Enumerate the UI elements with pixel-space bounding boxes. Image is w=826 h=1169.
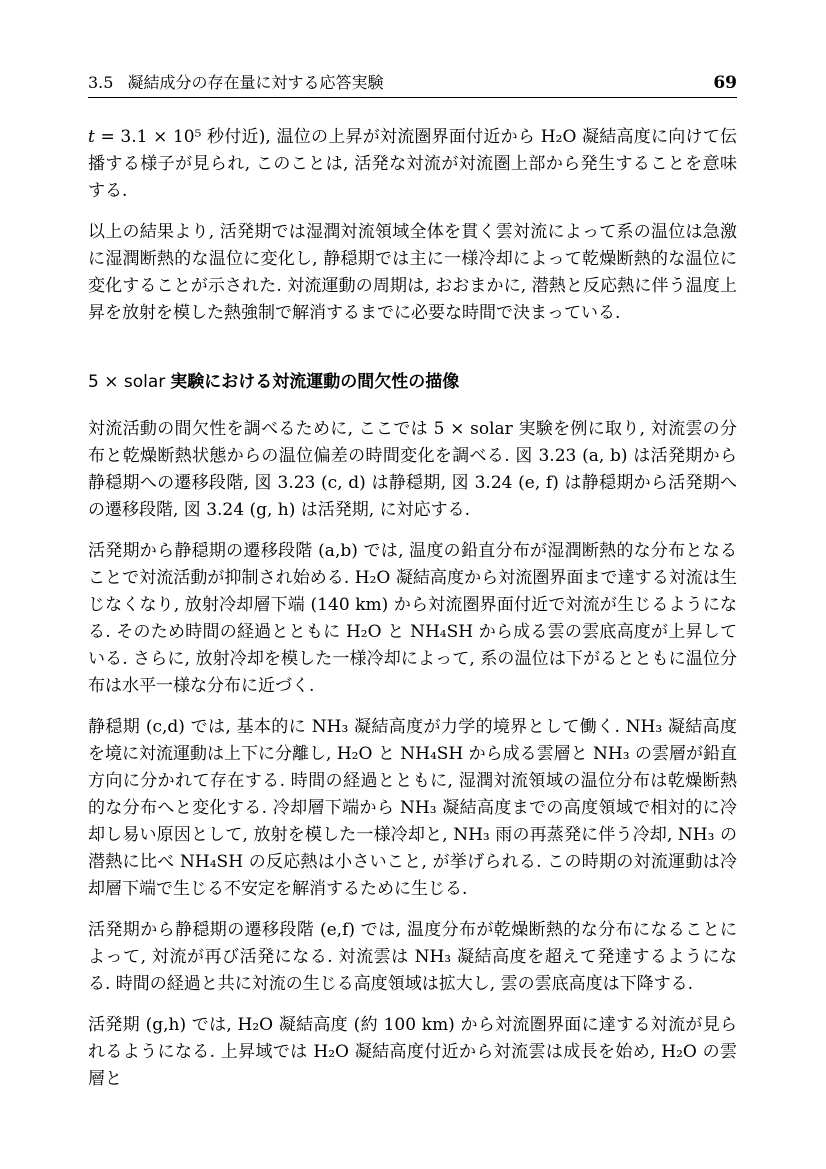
subsection-heading-text: 実験における対流運動の間欠性の描像	[170, 372, 460, 392]
paragraph-transition-ab: 活発期から静穏期の遷移段階 (a,b) では, 温度の鉛直分布が湿潤断熱的な分布となることで対流活動が抑制され始める. H₂O 凝結高度から対流圏界面まで達する対流は生じなくなり, 放射冷却層下端 (140 km) から対流圏界面付近で対流が生じるようになる. そのため時間の経過とともに H₂O と NH₄SH から成る雲の雲底高度が上昇している. さらに, 放射冷却を模した一様冷却によって, 系の温位は下がるとともに温位分布は水平一様な分布に近づく.	[88, 541, 737, 696]
paragraph-transition-ef: 活発期から静穏期の遷移段階 (e,f) では, 温度分布が乾燥断熱的な分布になることによって, 対流が再び活発になる. 対流雲は NH₃ 凝結高度を超えて発達するようになる. 時間の経過と共に対流の生じる高度領域は拡大し, 雲の雲底高度は下降する.	[88, 920, 737, 994]
subsection-heading	[88, 369, 737, 396]
subsection-heading-prefix: 5 × solar	[88, 372, 166, 392]
running-header-left	[88, 74, 383, 92]
section-number: 3.5	[88, 73, 114, 92]
running-header	[88, 74, 737, 98]
paragraph-continuation	[88, 124, 737, 205]
math-variable-t: t	[88, 127, 95, 147]
section-title: 凝結成分の存在量に対する応答実験	[127, 73, 384, 92]
paragraph-text: = 3.1 × 10⁵ 秒付近), 温位の上昇が対流圏界面付近から H₂O 凝結高度に向けて伝播する様子が見られ, このことは, 活発な対流が対流圏上部から発生することを意味する.	[88, 127, 737, 201]
paragraph-intermittency-intro: 対流活動の間欠性を調べるために, ここでは 5 × solar 実験を例に取り, 対流雲の分布と乾燥断熱状態からの温位偏差の時間変化を調べる. 図 3.23 (a, b) は活発期から静穏期への遷移段階, 図 3.23 (c, d) は静穏期, 図 3.24 (e, f) は静穏期から活発期への遷移段階, 図 3.24 (g, h) は活発期, に対応する.	[88, 419, 737, 520]
paragraph-active-gh: 活発期 (g,h) では, H₂O 凝結高度 (約 100 km) から対流圏界面に達する対流が見られるようになる. 上昇域では H₂O 凝結高度付近から対流雲は成長を始め, H₂O の雲層と	[88, 1015, 737, 1089]
body-text	[88, 124, 737, 1093]
paragraph-summary: 以上の結果より, 活発期では湿潤対流領域全体を貫く雲対流によって系の温位は急激に湿潤断熱的な温位に変化し, 静穏期では主に一様冷却によって乾燥断熱的な温位に変化することが示された. 対流運動の周期は, おおまかに, 潜熱と反応熱に伴う温度上昇を放射を模した熱強制で解消するまでに必要な時間で決まっている.	[88, 222, 737, 323]
paragraph-quiescent-cd: 静穏期 (c,d) では, 基本的に NH₃ 凝結高度が力学的境界として働く. NH₃ 凝結高度を境に対流運動は上下に分離し, H₂O と NH₄SH から成る雲層と NH₃ の雲層が鉛直方向に分かれて存在する. 時間の経過とともに, 湿潤対流領域の温位分布は乾燥断熱的な分布へと変化する. 冷却層下端から NH₃ 凝結高度までの高度領域で相対的に冷却し易い原因として, 放射を模した一様冷却と, NH₃ 雨の再蒸発に伴う冷却, NH₃ の潜熱に比べ NH₄SH の反応熱は小さいこと, が挙げられる. この時期の対流運動は冷却層下端で生じる不安定を解消するために生じる.	[88, 717, 737, 899]
page-number: 69	[713, 73, 737, 93]
